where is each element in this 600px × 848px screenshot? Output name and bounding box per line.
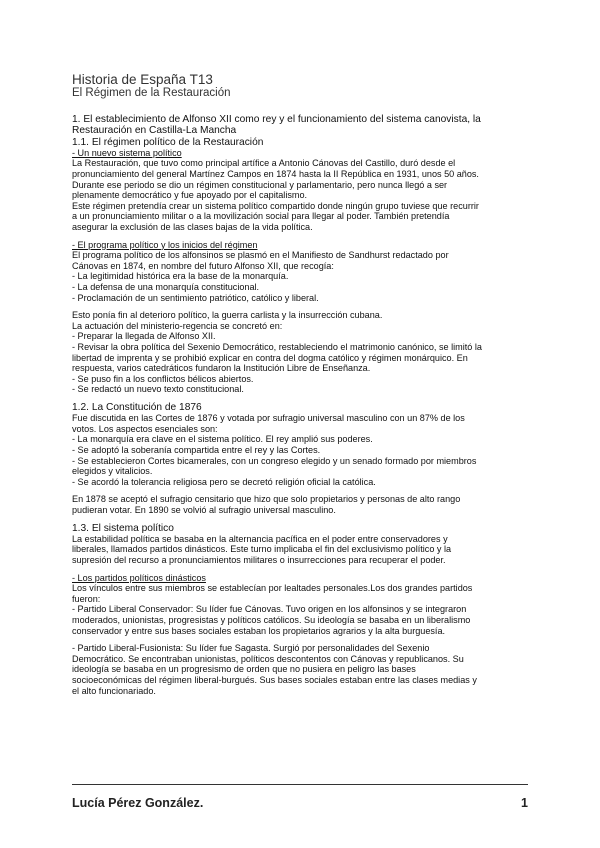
list-item: libertad de imprenta y se prohibió explicar en contra del dogma católico y régimen monárquico. En xyxy=(72,352,468,363)
list-item: - Se redactó un nuevo texto constitucional. xyxy=(72,384,244,395)
footer-divider xyxy=(72,784,528,785)
page-number: 1 xyxy=(521,796,528,810)
section-1-heading: 1. El establecimiento de Alfonso XII como rey y el funcionamiento del sistema canovista, la Restauración en Castilla-La Mancha xyxy=(72,114,481,137)
section-1-2-heading: 1.2. La Constitución de 1876 xyxy=(72,401,202,413)
partidos-intro: Los vínculos entre sus miembros se establecían por lealtades personales.Los dos grandes partidos fueron: xyxy=(72,583,473,604)
nuevo-sistema-paragraph-2: Este régimen pretendía crear un sistema político compartido donde ningún grupo tuviese que recurrir a un pronunciamiento militar o a la movilización social para llegar al poder. También pretendía asegurar la exclusión de las clases bajas de la vida política. xyxy=(72,200,479,233)
programa-heading: - El programa político y los inicios del régimen xyxy=(72,239,258,250)
partido-fusionista: - Partido Liberal-Fusionista: Su líder fue Sagasta. Surgió por personalidades del Sexenio Democrático. Se encontraban unionistas, políticos descontentos con Cánovas y republicanos. Su ideología se basaba en un progresismo de orden que no pusiera en peligro las bases socioeconómicas del régimen liberal-burgués. Sus bases sociales estaban entre las clases medias y el alto funcionariado. xyxy=(72,643,477,696)
partidos-heading: - Los partidos políticos dinásticos xyxy=(72,572,206,583)
list-item: - Se establecieron Cortes bicamerales, con un congreso elegido y un senado formado por miembros xyxy=(72,455,477,466)
list-item: elegidos y vitalicios. xyxy=(72,466,153,477)
list-item: - Se puso fin a los conflictos bélicos abiertos. xyxy=(72,373,254,384)
list-item: - La defensa de una monarquía constitucional. xyxy=(72,282,260,293)
nuevo-sistema-paragraph-1: La Restauración, que tuvo como principal artífice a Antonio Cánovas del Castillo, duró desde el pronunciamiento del general Martínez Campos en 1874 hasta la II República en 1931, unos 50 años. Durante ese periodo se dio un régimen constitucional y parlamentario, pero nunca llegó a ser plenamente democrático y fue apoyado por el capitalismo. xyxy=(72,158,479,201)
programa-intro: El programa político de los alfonsinos se plasmó en el Manifiesto de Sandhurst redactado por Cánovas en 1874, en nombre del futuro Alfonso XII, que recogía: xyxy=(72,250,449,271)
constitucion-intro: Fue discutida en las Cortes de 1876 y votada por sufragio universal masculino con un 87% de los votos. Los aspectos esenciales son: xyxy=(72,413,465,434)
list-item: - La monarquía era clave en el sistema político. El rey amplió sus poderes. xyxy=(72,434,373,445)
partido-conservador: - Partido Liberal Conservador: Su líder fue Cánovas. Tuvo origen en los alfonsinos y se integraron moderados, unionistas, progresistas y políticos católicos. Su ideología se basaba en un liberalismo conservador y entre sus bases sociales estaban los propietarios agrarios y la alta burguesía. xyxy=(72,604,471,636)
sistema-paragraph: La estabilidad política se basaba en la alternancia pacífica en el poder entre conservadores y liberales, llamados partidos dinásticos. Este turno implicaba el fin del exclusivismo político y la supresión del recurso a pronunciamientos militares o insurrecciones para recuperar el poder. xyxy=(72,533,452,566)
author-name: Lucía Pérez González. xyxy=(72,796,204,810)
constitucion-list xyxy=(72,434,540,487)
document-title: Historia de España T13 xyxy=(72,72,213,87)
list-item: - Proclamación de un sentimiento patriótico, católico y liberal. xyxy=(72,292,319,303)
list-item: - Se acordó la tolerancia religiosa pero se decretó religión oficial la católica. xyxy=(72,476,376,487)
constitucion-paragraph-2: En 1878 se aceptó el sufragio censitario que hizo que solo propietarios y personas de alto rango pudieran votar. En 1890 se volvió al sufragio universal masculino. xyxy=(72,494,461,515)
list-item: - La legitimidad histórica era la base de la monarquía. xyxy=(72,271,289,282)
list-item: respuesta, varios catedráticos fundaron la Institución Libre de Enseñanza. xyxy=(72,363,371,374)
ministerio-list xyxy=(72,331,540,395)
list-item: - Preparar la llegada de Alfonso XII. xyxy=(72,331,216,342)
list-item: - Se adoptó la soberanía compartida entre el rey y las Cortes. xyxy=(72,445,321,456)
programa-paragraph-2: Esto ponía fin al deterioro político, la guerra carlista y la insurrección cubana. La actuación del ministerio-regencia se concretó en: xyxy=(72,310,383,331)
document-subtitle: El Régimen de la Restauración xyxy=(72,87,231,99)
manifiesto-list xyxy=(72,271,540,303)
section-1-1-heading: 1.1. El régimen político de la Restauración xyxy=(72,136,264,148)
list-item: - Revisar la obra política del Sexenio Democrático, restableciendo el matrimonio canónico, se limitó la xyxy=(72,341,482,352)
nuevo-sistema-heading: - Un nuevo sistema político xyxy=(72,147,182,158)
section-1-3-heading: 1.3. El sistema político xyxy=(72,522,174,534)
